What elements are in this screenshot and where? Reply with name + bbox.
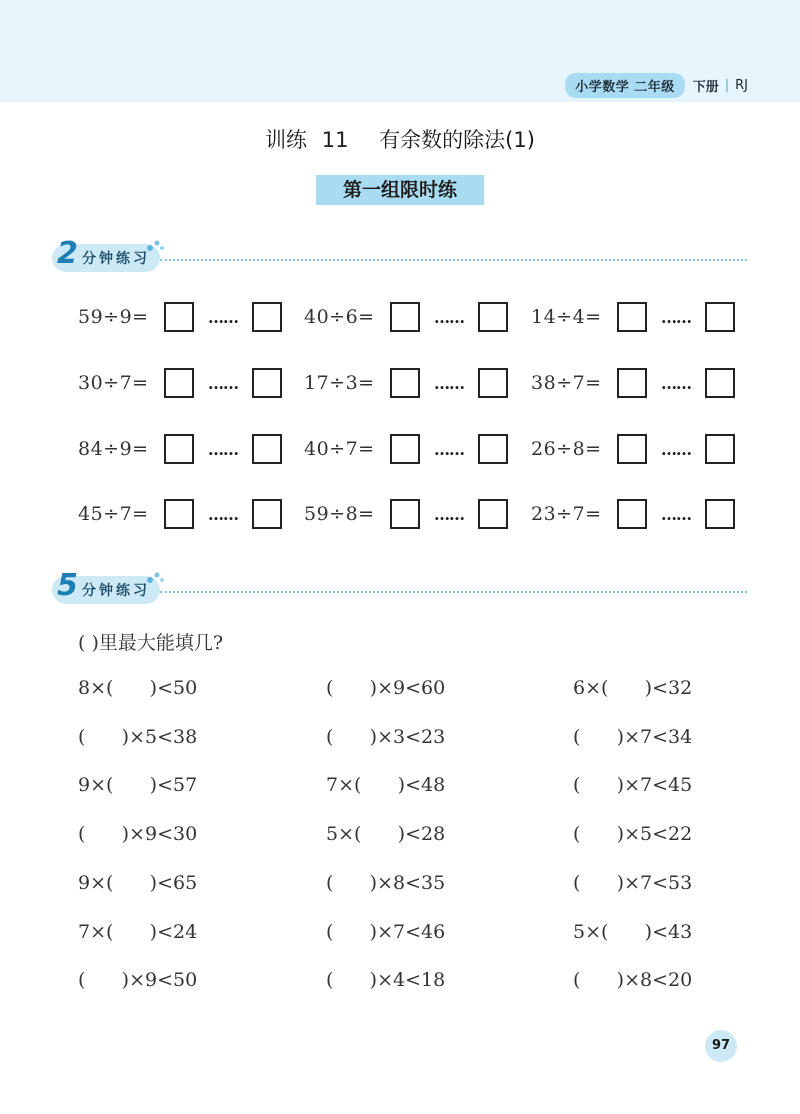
inequality-problem[interactable]: 9×( )<65 <box>78 872 198 894</box>
inequality-problem[interactable]: ( )×5<22 <box>573 823 693 845</box>
remainder-dots: …… <box>661 504 691 524</box>
inequality-problem[interactable]: 9×( )<57 <box>78 774 198 796</box>
book-tag <box>565 73 748 98</box>
remainder-dots: …… <box>434 307 464 327</box>
division-problem <box>78 432 282 466</box>
quotient-answer-box[interactable] <box>617 302 647 332</box>
division-problem <box>304 366 508 400</box>
division-row <box>78 300 758 334</box>
remainder-answer-box[interactable] <box>252 499 282 529</box>
division-problem <box>78 366 282 400</box>
remainder-answer-box[interactable] <box>705 434 735 464</box>
remainder-answer-box[interactable] <box>252 368 282 398</box>
inequality-problem[interactable]: 7×( )<48 <box>326 774 446 796</box>
section-label: 分钟练习 <box>82 251 150 267</box>
division-expression: 26÷8= <box>531 438 602 460</box>
inequality-problem[interactable]: ( )×7<45 <box>573 774 693 796</box>
title-prefix: 训练 <box>265 128 308 152</box>
page-number: 97 <box>705 1030 737 1062</box>
division-problem <box>531 300 735 334</box>
subject-grade-pill: 小学数学 二年级 <box>565 73 685 98</box>
inequality-problem[interactable]: 5×( )<43 <box>573 921 693 943</box>
inequality-problem[interactable]: ( )×3<23 <box>326 726 446 748</box>
division-expression: 17÷3= <box>304 372 375 394</box>
quotient-answer-box[interactable] <box>164 302 194 332</box>
question-prompt: ( )里最大能填几? <box>78 632 224 654</box>
dotted-divider <box>160 591 747 593</box>
division-expression: 84÷9= <box>78 438 149 460</box>
title-number: 11 <box>321 128 349 152</box>
section-label: 分钟练习 <box>82 583 150 599</box>
division-expression: 30÷7= <box>78 372 149 394</box>
division-expression: 38÷7= <box>531 372 602 394</box>
separator: | <box>724 78 730 93</box>
remainder-answer-box[interactable] <box>705 302 735 332</box>
quotient-answer-box[interactable] <box>390 368 420 398</box>
remainder-dots: …… <box>208 307 238 327</box>
remainder-dots: …… <box>661 373 691 393</box>
division-expression: 14÷4= <box>531 306 602 328</box>
section-minutes: 2 <box>57 236 78 271</box>
inequality-problem[interactable]: ( )×8<20 <box>573 969 693 991</box>
remainder-answer-box[interactable] <box>705 368 735 398</box>
remainder-dots: …… <box>661 307 691 327</box>
division-problem <box>531 366 735 400</box>
division-expression: 45÷7= <box>78 503 149 525</box>
division-row <box>78 432 758 466</box>
division-row <box>78 497 758 531</box>
remainder-dots: …… <box>434 504 464 524</box>
quotient-answer-box[interactable] <box>617 368 647 398</box>
section-header-5min <box>52 570 747 610</box>
division-expression: 40÷7= <box>304 438 375 460</box>
group-banner: 第一组限时练 <box>316 175 484 205</box>
page-title <box>0 124 800 154</box>
division-problem <box>78 497 282 531</box>
remainder-answer-box[interactable] <box>478 302 508 332</box>
inequality-problem[interactable]: ( )×9<60 <box>326 677 446 699</box>
dotted-divider <box>160 259 747 261</box>
quotient-answer-box[interactable] <box>617 434 647 464</box>
quotient-answer-box[interactable] <box>617 499 647 529</box>
remainder-dots: …… <box>434 439 464 459</box>
remainder-answer-box[interactable] <box>705 499 735 529</box>
division-problem <box>78 300 282 334</box>
volume-label: 下册 <box>692 80 719 95</box>
quotient-answer-box[interactable] <box>390 434 420 464</box>
division-problem <box>531 497 735 531</box>
division-problem <box>304 300 508 334</box>
inequality-problem[interactable]: 8×( )<50 <box>78 677 198 699</box>
quotient-answer-box[interactable] <box>390 302 420 332</box>
title-topic: 有余数的除法(1) <box>379 128 535 152</box>
division-problem <box>304 497 508 531</box>
inequality-problem[interactable]: ( )×8<35 <box>326 872 446 894</box>
section-minutes: 5 <box>57 568 78 603</box>
division-expression: 23÷7= <box>531 503 602 525</box>
division-expression: 40÷6= <box>304 306 375 328</box>
division-expression: 59÷8= <box>304 503 375 525</box>
inequality-problem[interactable]: ( )×5<38 <box>78 726 198 748</box>
remainder-dots: …… <box>661 439 691 459</box>
quotient-answer-box[interactable] <box>164 368 194 398</box>
remainder-answer-box[interactable] <box>252 434 282 464</box>
remainder-dots: …… <box>208 504 238 524</box>
inequality-problem[interactable]: ( )×4<18 <box>326 969 446 991</box>
water-drop-icon <box>144 568 166 586</box>
quotient-answer-box[interactable] <box>164 434 194 464</box>
quotient-answer-box[interactable] <box>390 499 420 529</box>
inequality-problem[interactable]: ( )×9<30 <box>78 823 198 845</box>
division-problem <box>531 432 735 466</box>
remainder-dots: …… <box>208 439 238 459</box>
edition-label: RJ <box>735 78 748 93</box>
section-header-2min <box>52 238 747 278</box>
inequality-problem[interactable]: ( )×7<53 <box>573 872 693 894</box>
quotient-answer-box[interactable] <box>164 499 194 529</box>
inequality-problem[interactable]: 5×( )<28 <box>326 823 446 845</box>
remainder-dots: …… <box>434 373 464 393</box>
remainder-answer-box[interactable] <box>478 499 508 529</box>
remainder-dots: …… <box>208 373 238 393</box>
water-drop-icon <box>144 236 166 254</box>
remainder-answer-box[interactable] <box>478 434 508 464</box>
division-problem <box>304 432 508 466</box>
division-expression: 59÷9= <box>78 306 149 328</box>
inequality-problem[interactable]: 6×( )<32 <box>573 677 693 699</box>
remainder-answer-box[interactable] <box>252 302 282 332</box>
inequality-problem[interactable]: ( )×7<34 <box>573 726 693 748</box>
inequality-problem[interactable]: ( )×9<50 <box>78 969 198 991</box>
division-row <box>78 366 758 400</box>
remainder-answer-box[interactable] <box>478 368 508 398</box>
inequality-problem[interactable]: 7×( )<24 <box>78 921 198 943</box>
inequality-problem[interactable]: ( )×7<46 <box>326 921 446 943</box>
